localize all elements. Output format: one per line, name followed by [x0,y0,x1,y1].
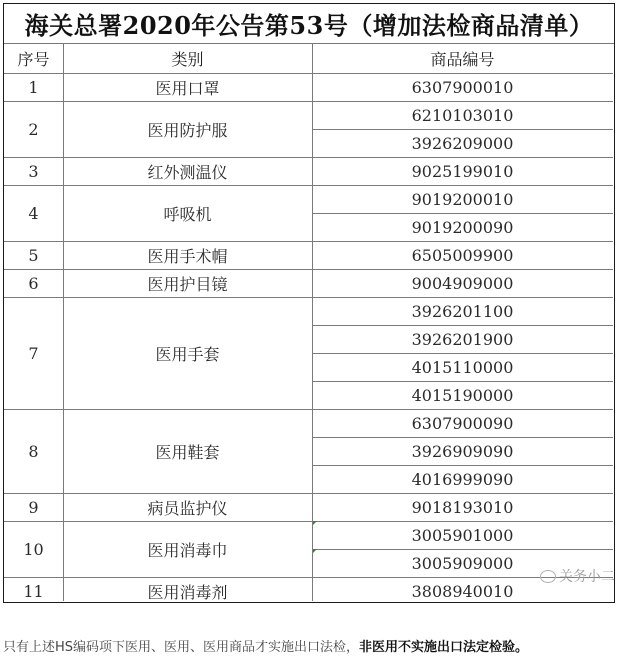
hs-code: 6505009900 [411,245,514,265]
row-index: 1 [28,77,39,97]
hs-code: 9018193010 [411,497,514,517]
hs-code: 4015110000 [411,357,514,377]
hs-code: 3926201100 [411,301,514,321]
row-category: 医用护目镜 [147,274,228,294]
hs-code: 9004909000 [411,273,514,293]
column-header-category: 类别 [171,50,204,69]
row-category: 红外测温仪 [147,162,228,182]
hs-code-table [3,3,615,603]
hs-code: 4016999090 [411,469,514,489]
row-category: 医用消毒剂 [147,582,228,602]
watermark-text: 关务小二 [559,569,615,585]
row-category: 医用防护服 [147,120,228,140]
row-index: 10 [23,539,44,559]
row-category: 呼吸机 [163,204,212,224]
row-category: 病员监护仪 [147,498,228,518]
row-index: 3 [28,161,39,181]
row-category: 医用手术帽 [147,246,228,266]
hs-code: 6210103010 [411,105,514,125]
sub-divider [312,353,613,354]
footer-normal-text: 只有上述HS编码项下医用、医用、医用商品才实施出口法检， [3,640,360,655]
hs-code: 3005909000 [411,553,514,573]
row-index: 7 [28,343,39,363]
row-index: 6 [28,273,39,293]
hs-code: 3926209000 [411,133,514,153]
row-index: 5 [28,245,39,265]
row-category: 医用鞋套 [155,442,220,462]
sub-divider [312,549,613,550]
hs-code: 3926909090 [411,441,514,461]
hs-code: 9019200010 [411,189,514,209]
hs-code: 3926201900 [411,329,514,349]
row-index: 8 [28,441,39,461]
sub-divider [312,213,613,214]
footer-note [3,636,528,655]
comment-marker [313,521,317,525]
column-header-index: 序号 [17,50,50,69]
row-index: 2 [28,119,39,139]
sub-divider [312,129,613,130]
table-title: 海关总署2020年公告第53号（增加法检商品清单） [4,4,614,44]
sub-divider [312,381,613,382]
row-index: 11 [23,581,44,601]
footer-bold-text: 非医用不实施出口法定检验。 [359,640,529,655]
row-category: 医用口罩 [155,78,220,98]
sub-divider [312,437,613,438]
watermark [540,566,615,586]
wechat-icon [540,570,556,583]
hs-code: 3005901000 [411,525,514,545]
sub-divider [312,465,613,466]
hs-code: 6307900090 [411,413,514,433]
comment-marker [313,549,317,553]
row-category: 医用消毒巾 [147,540,228,560]
hs-code: 6307900010 [411,77,514,97]
hs-code: 9019200090 [411,217,514,237]
row-category: 医用手套 [155,344,220,364]
row-index: 9 [28,497,39,517]
row-index: 4 [28,203,39,223]
hs-code: 3808940010 [411,581,514,601]
sub-divider [312,325,613,326]
hs-code: 9025199010 [411,161,514,181]
hs-code: 4015190000 [411,385,514,405]
column-header-code: 商品编号 [430,50,495,69]
